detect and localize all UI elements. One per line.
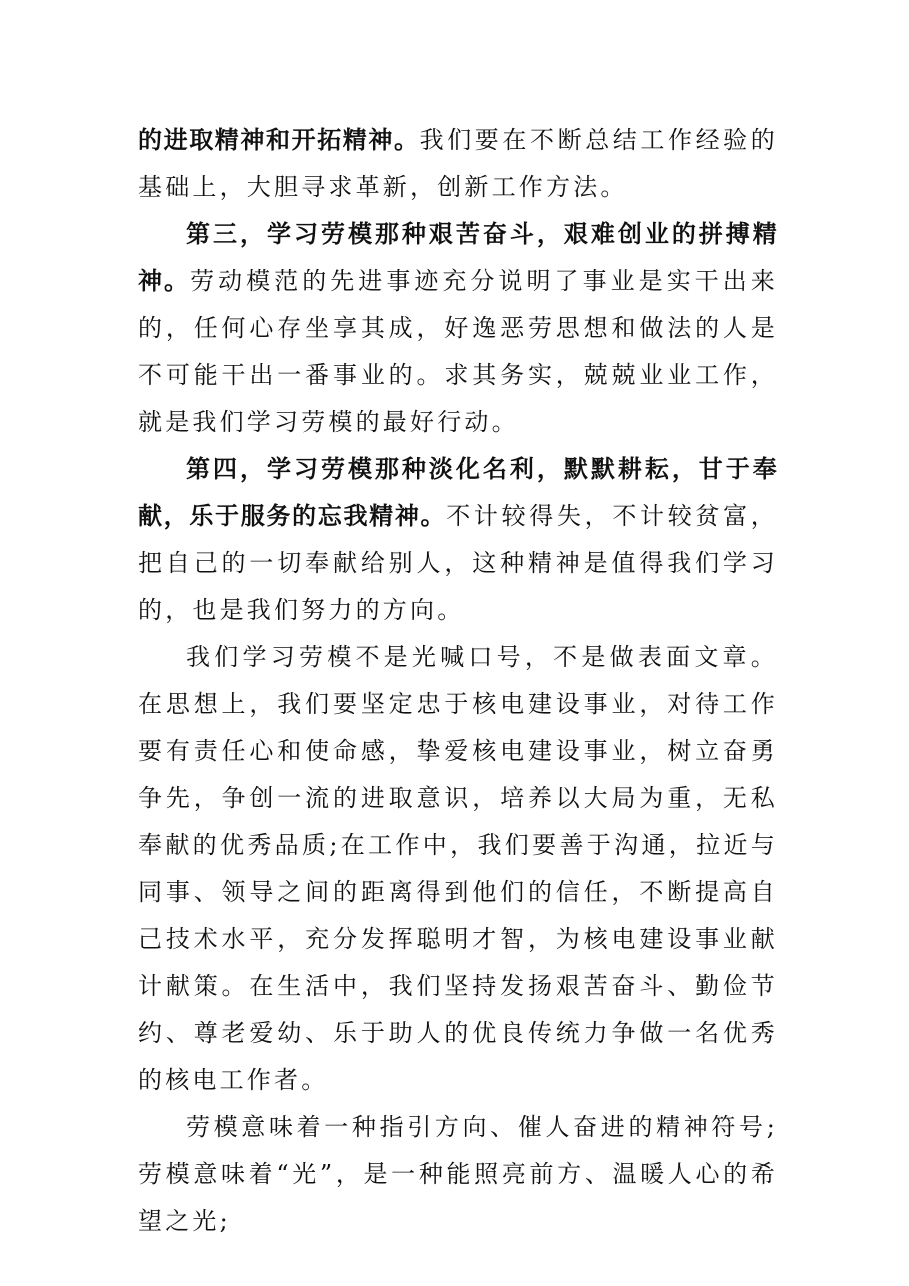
paragraph-text: 不计较得失，不计较贫富，把自己的一切奉献给别人，这种精神是值得我们学习的，也是我们努力的方向。 xyxy=(138,502,778,624)
paragraph-fourth-point xyxy=(138,446,778,634)
paragraph-bold-lead: 第三，学习劳模那种艰苦奋斗，艰难创业的拼搏精神。 xyxy=(138,220,778,295)
paragraph-model-meaning xyxy=(138,1104,778,1245)
document-body xyxy=(138,117,778,1245)
paragraph-text: 我们学习劳模不是光喊口号，不是做表面文章。在思想上，我们要坚定忠于核电建设事业，对待工作要有责任心和使命感，挚爱核电建设事业，树立奋勇争先，争创一流的进取意识，培养以大局为重，无私奉献的优秀品质;在工作中，我们要善于沟通，拉近与同事、领导之间的距离得到他们的信任，不断提高自己技术水平，充分发挥聪明才智，为核电建设事业献计献策。在生活中，我们坚持发扬艰苦奋斗、勤俭节约、尊老爱幼、乐于助人的优良传统力争做一名优秀的核电工作者。 xyxy=(138,643,778,1094)
paragraph-bold-lead: 的进取精神和开拓精神。 xyxy=(138,126,420,154)
paragraph-bold-lead: 第四，学习劳模那种淡化名利，默默耕耘，甘于奉献，乐于服务的忘我精神。 xyxy=(138,455,778,530)
paragraph-text: 我们要在不断总结工作经验的基础上，大胆寻求革新，创新工作方法。 xyxy=(138,126,778,201)
paragraph-text: 劳动模范的先进事迹充分说明了事业是实干出来的，任何心存坐享其成，好逸恶劳思想和做法的人是不可能干出一番事业的。求其务实，兢兢业业工作，就是我们学习劳模的最好行动。 xyxy=(138,267,778,436)
paragraph-third-point xyxy=(138,211,778,446)
paragraph-text: 劳模意味着一种指引方向、催人奋进的精神符号;劳模意味着“光”，是一种能照亮前方、温暖人心的希望之光; xyxy=(138,1113,778,1235)
paragraph-continuation xyxy=(138,117,778,211)
paragraph-learning-models xyxy=(138,634,778,1104)
